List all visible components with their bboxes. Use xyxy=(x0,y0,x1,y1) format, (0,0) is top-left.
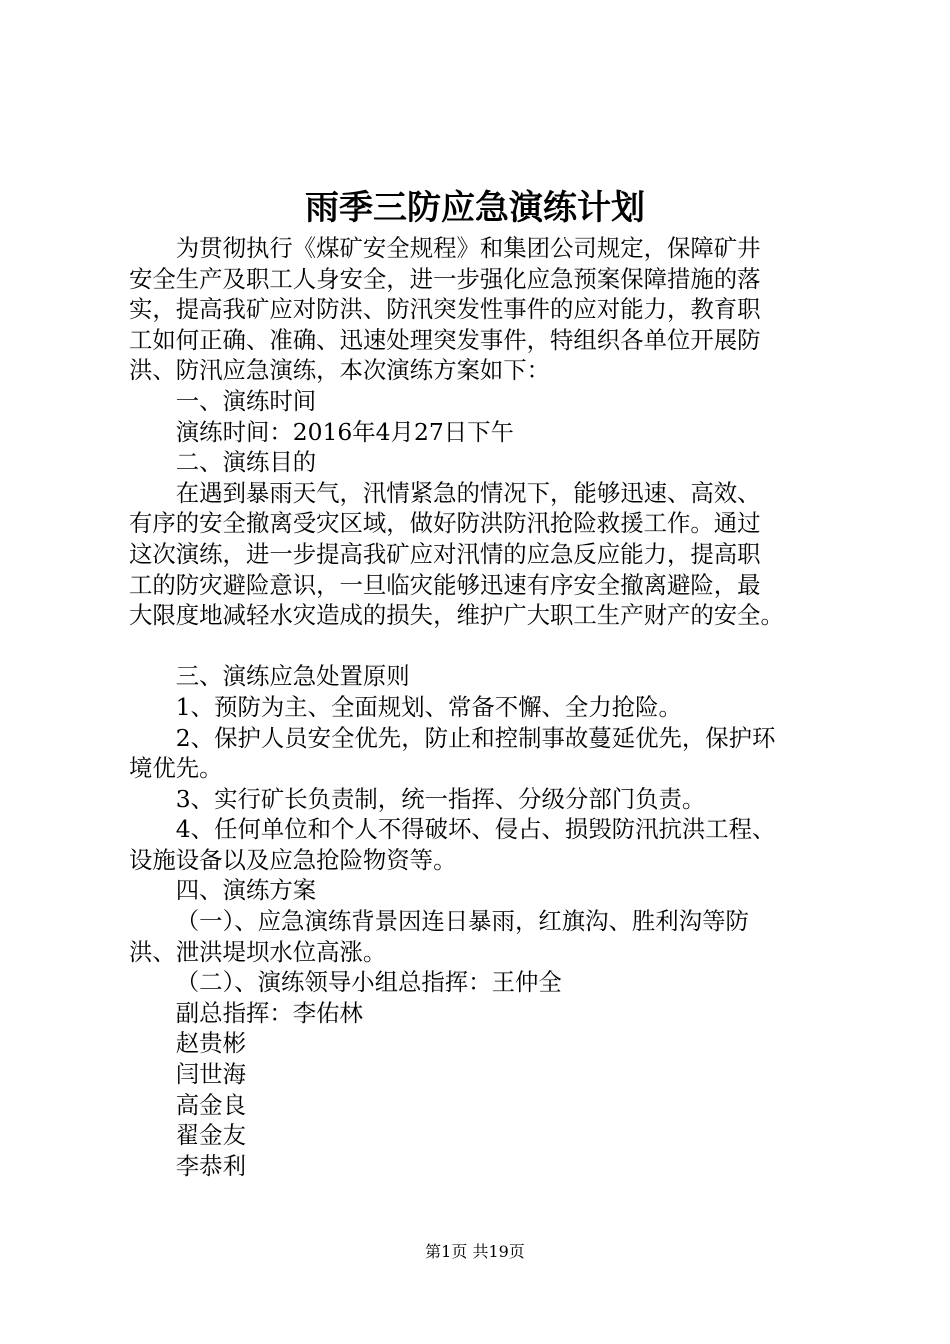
drill-time-text: 演练时间：2016年4月27日下午 xyxy=(175,417,514,446)
section-heading-principles: 三、演练应急处置原则 xyxy=(175,662,410,691)
purpose-line: 这次演练，进一步提高我矿应对汛情的应急反应能力，提高职 xyxy=(129,539,761,568)
member-name: 高金良 xyxy=(175,1090,246,1119)
document-body xyxy=(129,233,839,1181)
principle-item: 4、任何单位和个人不得破坏、侵占、损毁防汛抗洪工程、 xyxy=(175,815,776,844)
section-heading-time: 一、演练时间 xyxy=(175,386,317,415)
intro-line: 洪、防汛应急演练，本次演练方案如下： xyxy=(129,356,551,385)
intro-line: 工如何正确、准确、迅速处理突发事件，特组织各单位开展防 xyxy=(129,325,761,354)
principle-item: 1、预防为主、全面规划、常备不懈、全力抢险。 xyxy=(175,692,682,721)
member-name: 赵贵彬 xyxy=(175,1029,246,1058)
purpose-line: 工的防灾避险意识，一旦临灾能够迅速有序安全撤离避险，最 xyxy=(129,570,761,599)
principle-item: 3、实行矿长负责制，统一指挥、分级分部门负责。 xyxy=(175,784,706,813)
plan-item-continued: 洪、泄洪堤坝水位高涨。 xyxy=(129,937,387,966)
section-heading-plan: 四、演练方案 xyxy=(175,876,317,905)
intro-line: 安全生产及职工人身安全，进一步强化应急预案保障措施的落 xyxy=(129,264,761,293)
blank-line xyxy=(129,631,839,662)
principle-item: 2、保护人员安全优先，防止和控制事故蔓延优先，保护环 xyxy=(175,723,776,752)
plan-item: （一）、应急演练背景因连日暴雨，红旗沟、胜利沟等防 xyxy=(175,907,749,936)
purpose-line: 有序的安全撤离受灾区域，做好防洪防汛抢险救援工作。通过 xyxy=(129,509,761,538)
purpose-line: 大限度地减轻水灾造成的损失，维护广大职工生产财产的安全。 xyxy=(129,601,784,630)
section-heading-purpose: 二、演练目的 xyxy=(175,448,317,477)
member-name: 闫世海 xyxy=(175,1060,246,1089)
intro-line: 实，提高我矿应对防洪、防汛突发性事件的应对能力，教育职 xyxy=(129,295,761,324)
plan-item: （二）、演练领导小组总指挥：王仲全 xyxy=(175,968,562,997)
member-name: 翟金友 xyxy=(175,1121,246,1150)
purpose-line: 在遇到暴雨天气，汛情紧急的情况下，能够迅速、高效、 xyxy=(175,478,761,507)
principle-item-continued: 境优先。 xyxy=(129,754,223,783)
member-name: 李恭利 xyxy=(175,1151,246,1180)
intro-line: 为贯彻执行《煤矿安全规程》和集团公司规定，保障矿井 xyxy=(175,234,761,262)
deputy-commander: 副总指挥：李佑林 xyxy=(175,998,363,1027)
principle-item-continued: 设施设备以及应急抢险物资等。 xyxy=(129,845,457,874)
document-title: 雨季三防应急演练计划 xyxy=(305,188,645,228)
page-number: 第1页 共19页 xyxy=(425,1242,525,1261)
